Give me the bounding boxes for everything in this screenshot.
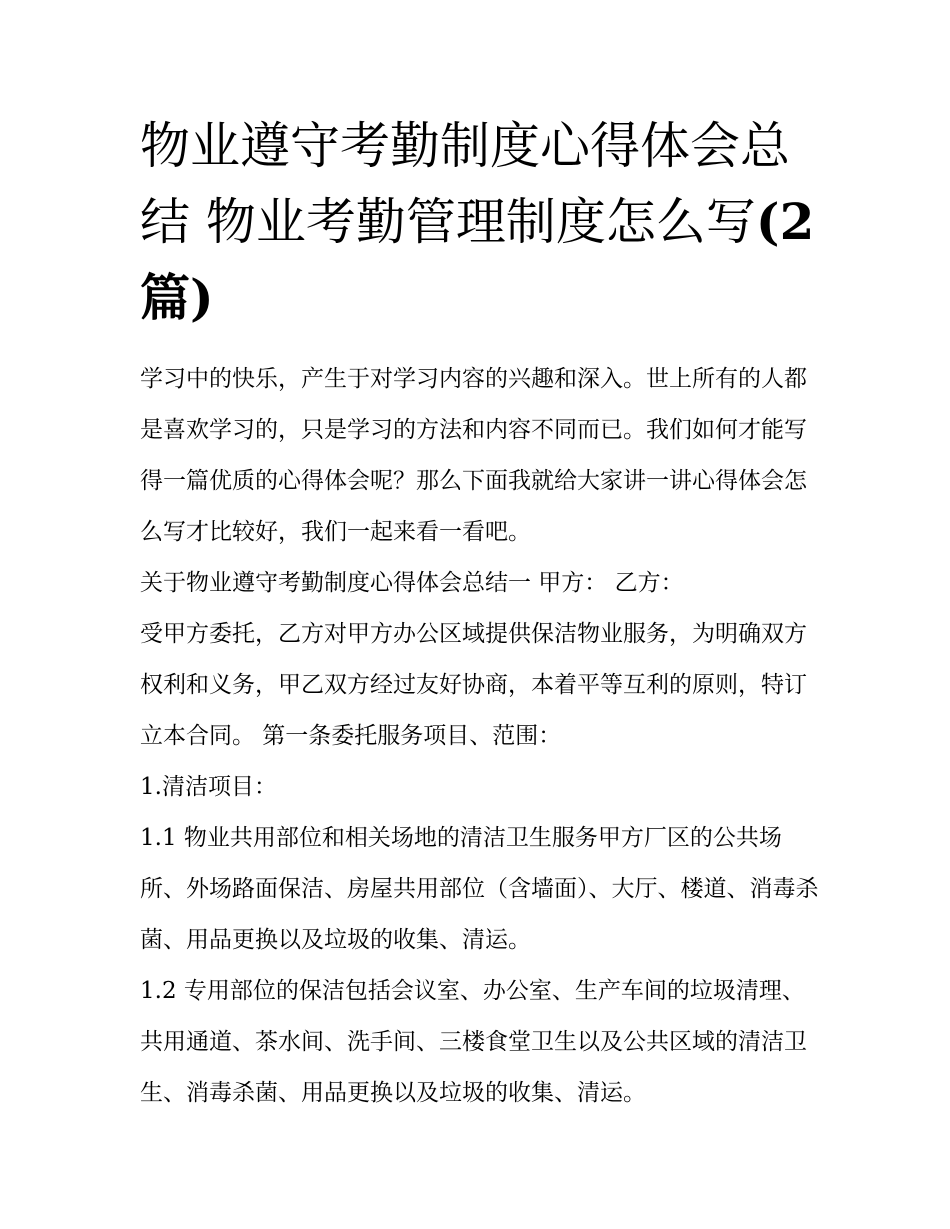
document-title-main: 物业遵守考勤制度心得体会总结 物业考勤管理制度怎么写: [140, 117, 790, 251]
document-title: [140, 108, 820, 336]
clause-1-2-paragraph: 1.2 专用部位的保洁包括会议室、办公室、生产车间的垃圾清理、共用通道、茶水间、洗手间、三楼食堂卫生以及公共区域的清洁卫生、消毒杀菌、用品更换以及垃圾的收集、清运。: [140, 978, 807, 1106]
intro-paragraph: 学习中的快乐，产生于对学习内容的兴趣和深入。世上所有的人都是喜欢学习的，只是学习的方法和内容不同而已。我们如何才能写得一篇优质的心得体会呢？那么下面我就给大家讲一讲心得体会怎么写才比较好，我们一起来看一看吧。: [140, 366, 807, 545]
contract-preamble-paragraph: 受甲方委托，乙方对甲方办公区域提供保洁物业服务，为明确双方权利和义务，甲乙双方经过友好协商，本着平等互利的原则，特订立本合同。 第一条委托服务项目、范围：: [140, 621, 807, 749]
cleaning-items-heading: 1.清洁项目：: [140, 774, 277, 800]
document-content: [140, 108, 820, 1119]
document-title-count: (2篇): [140, 192, 815, 327]
clause-1-1-paragraph: 1.1 物业共用部位和相关场地的清洁卫生服务甲方厂区的公共场所、外场路面保洁、房屋共用部位（含墙面）、大厅、楼道、消毒杀菌、用品更换以及垃圾的收集、清运。: [140, 825, 819, 953]
section-heading-paragraph: 关于物业遵守考勤制度心得体会总结一 甲方： 乙方：: [140, 570, 684, 596]
